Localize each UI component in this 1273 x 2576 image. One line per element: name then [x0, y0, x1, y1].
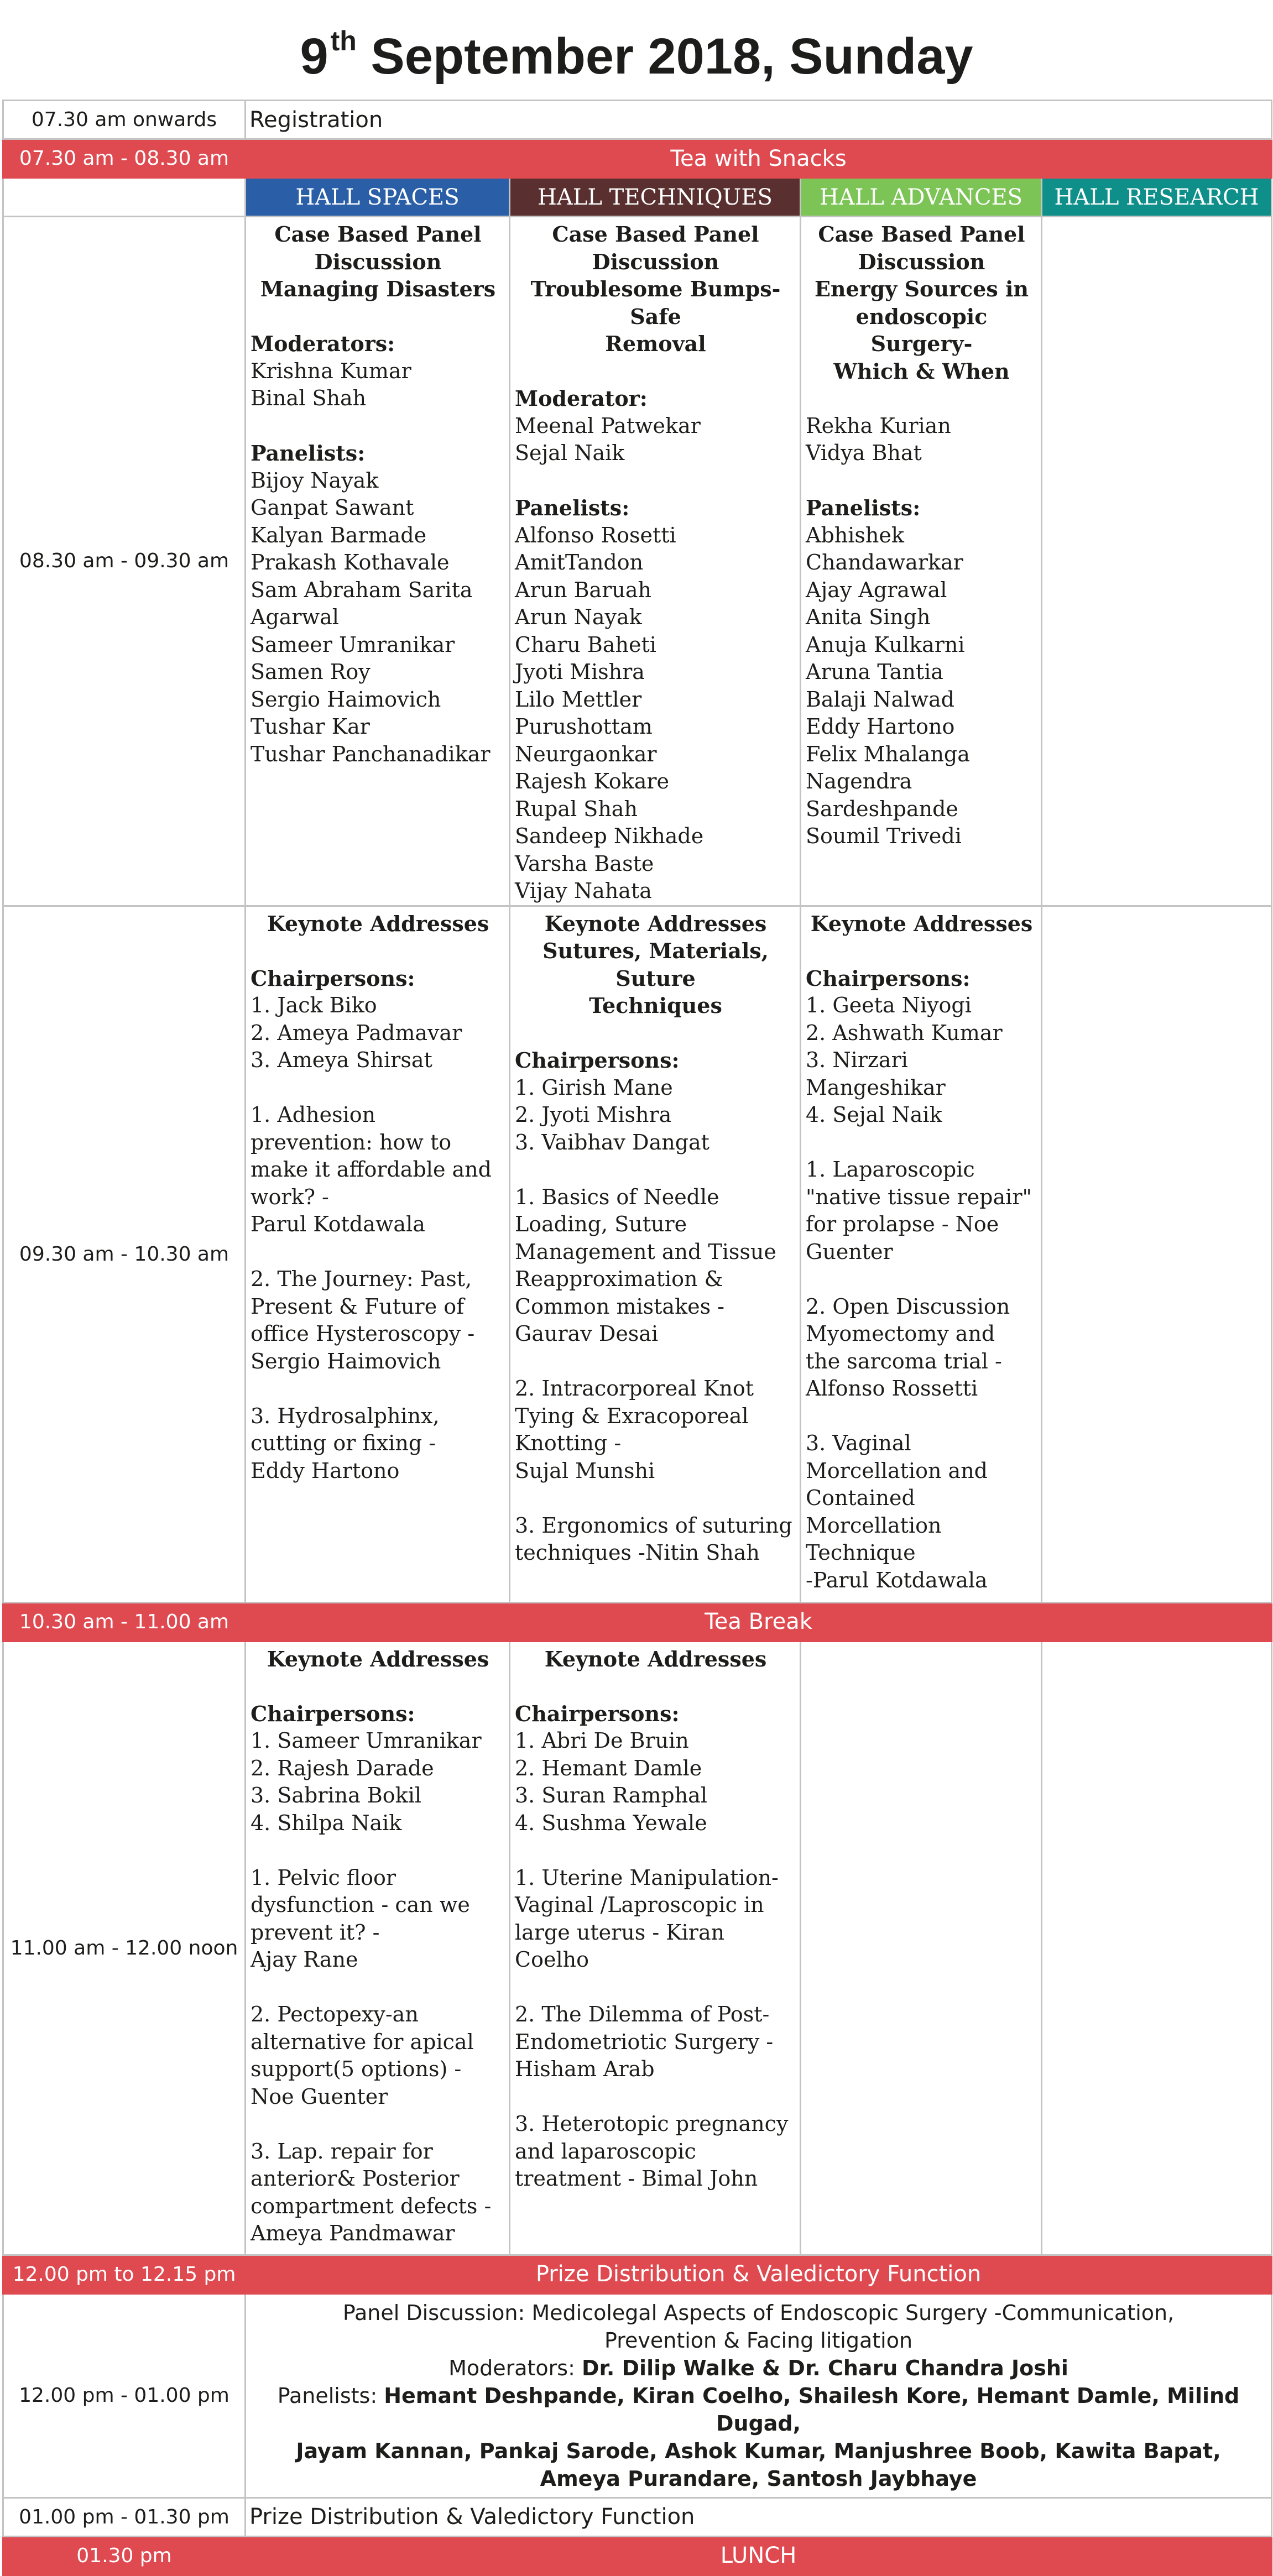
chairperson: 4. Shilpa Naik — [251, 1810, 402, 1835]
talk-line: 3. Vaginal — [806, 1431, 911, 1455]
panelist-name: Lilo Mettler — [515, 687, 642, 712]
time-cell: 09.30 am - 10.30 am — [3, 906, 246, 1602]
panelist-name: Tushar Panchanadikar — [251, 741, 491, 766]
talk-line: 2. Intracorporeal Knot — [515, 1376, 754, 1401]
talk-line: 2. The Journey: Past, — [251, 1267, 472, 1291]
research-empty-cell — [1042, 217, 1272, 906]
moderator-name: Meenal Patwekar — [515, 413, 701, 438]
title-line: endoscopic Surgery- — [855, 304, 988, 356]
talk-line: Knotting - — [515, 1431, 622, 1455]
talk-line: -Parul Kotdawala — [806, 1567, 988, 1592]
talk-line: treatment - Bimal John — [515, 2166, 758, 2191]
talk-line: 2. Pectopexy-an — [251, 2002, 419, 2026]
moderators-label: Moderators: — [448, 2355, 582, 2380]
talk-line: 3. Ergonomics of suturing — [515, 1513, 792, 1538]
talk-line: Guenter — [806, 1239, 893, 1264]
talk-line: Reapproximation & — [515, 1267, 723, 1291]
time-cell: 01.30 pm — [3, 2536, 246, 2575]
talk-line: Ajay Rane — [251, 1947, 358, 1972]
techniques-panel-cell — [510, 217, 801, 906]
spaces-keynote-cell — [246, 906, 510, 1602]
row-tea-snacks — [3, 139, 1272, 178]
panelists-label: Panelists: — [251, 441, 366, 466]
panelist-name: Neurgaonkar — [515, 741, 657, 766]
talk-line: 3. Hydrosalphinx, — [251, 1403, 440, 1428]
chairpersons-label: Chairpersons: — [251, 1701, 415, 1726]
talk-line: 3. Heterotopic pregnancy — [515, 2112, 789, 2136]
title-line: Discussion — [858, 249, 985, 274]
title-line: Case Based Panel — [552, 222, 759, 247]
talk-line: Gaurav Desai — [515, 1321, 659, 1346]
panelists-line — [257, 2382, 1260, 2437]
moderator-name: Binal Shah — [251, 386, 367, 410]
talk-line: work? - — [251, 1184, 329, 1209]
talk-line: Management and Tissue — [515, 1239, 776, 1264]
talk-line: 1. Adhesion — [251, 1102, 376, 1127]
session-title — [515, 221, 796, 358]
panelist-name: Ganpat Sawant — [251, 495, 414, 520]
talk-line: 2. The Dilemma of Post- — [515, 2002, 770, 2026]
panelist-name: Nagendra — [806, 769, 912, 793]
tea-snacks-label: Tea with Snacks — [246, 139, 1272, 178]
title-line: Energy Sources in — [814, 276, 1029, 301]
techniques-keynote-cell — [510, 1641, 801, 2255]
chairpersons-label: Chairpersons: — [251, 965, 415, 991]
hall-spaces-header: HALL SPACES — [246, 178, 510, 217]
panelist-name: Tushar Kar — [251, 714, 370, 739]
panelists-names: Jayam Kannan, Pankaj Sarode, Ashok Kumar, Manjushree Boob, Kawita Bapat, — [296, 2438, 1221, 2463]
time-cell: 10.30 am - 11.00 am — [3, 1602, 246, 1641]
talk-line: make it affordable and — [251, 1157, 492, 1182]
talk-line: Present & Future of — [251, 1294, 465, 1319]
row-halls — [3, 178, 1272, 217]
row-registration — [3, 101, 1272, 139]
title-line: Case Based Panel — [818, 222, 1025, 247]
panelist-name: Sergio Haimovich — [251, 687, 441, 712]
panelist-name: Chandawarkar — [806, 550, 963, 574]
chairpersons-label: Chairpersons: — [515, 1048, 680, 1073]
talk-line: Myomectomy and — [806, 1321, 995, 1346]
moderator-name: Krishna Kumar — [251, 358, 411, 383]
moderator-name: Sejal Naik — [515, 441, 625, 465]
title-line: Removal — [605, 331, 706, 356]
talk-line: Vaginal /Laproscopic in — [515, 1893, 764, 1917]
row-keynote-2 — [3, 1641, 1272, 2255]
talk-line: "native tissue repair" — [806, 1184, 1032, 1209]
panelist-name: Agarwal — [251, 605, 339, 629]
talk-line: Loading, Suture — [515, 1212, 687, 1236]
panelists-label: Panelists: — [515, 495, 630, 520]
chairperson: 2. Rajesh Darade — [251, 1755, 434, 1780]
medicolegal-panel — [246, 2293, 1272, 2497]
time-cell: 12.00 pm to 12.15 pm — [3, 2255, 246, 2293]
session-title: Keynote Addresses — [544, 1646, 767, 1671]
chairperson: 1. Jack Biko — [251, 993, 377, 1017]
talk-line: 1. Basics of Needle — [515, 1184, 719, 1209]
talk-line: for prolapse - Noe — [806, 1212, 999, 1236]
talk-line: 1. Pelvic floor — [251, 1865, 396, 1890]
panelist-name: Sameer Umranikar — [251, 632, 455, 657]
advances-panel-cell — [801, 217, 1042, 906]
title-line: Case Based Panel — [274, 222, 482, 247]
panelist-name: Prakash Kothavale — [251, 550, 450, 574]
advances-keynote-cell — [801, 906, 1042, 1602]
panelist-name: Samen Roy — [251, 660, 371, 684]
talk-line: Sergio Haimovich — [251, 1349, 441, 1373]
talk-line: Parul Kotdawala — [251, 1212, 425, 1236]
panelist-name: Anita Singh — [806, 605, 931, 629]
talk-line: Coelho — [515, 1947, 589, 1972]
talk-line: the sarcoma trial - — [806, 1349, 1002, 1373]
title-line: Techniques — [589, 993, 722, 1018]
time-cell: 11.00 am - 12.00 noon — [3, 1641, 246, 2255]
time-cell: 08.30 am - 09.30 am — [3, 217, 246, 906]
chairperson: 2. Ashwath Kumar — [806, 1020, 1003, 1045]
panel-title-line: Panel Discussion: Medicolegal Aspects of Endoscopic Surgery -Communication, — [342, 2300, 1175, 2325]
advances-empty-cell — [801, 1641, 1042, 2255]
panelist-name: Felix Mhalanga — [806, 741, 970, 766]
panelist-name: Ajay Agrawal — [806, 577, 947, 602]
panelist-name: Jyoti Mishra — [515, 660, 645, 684]
chairperson: 4. Sushma Yewale — [515, 1810, 707, 1835]
panelists-label: Panelists: — [806, 495, 921, 520]
hall-research-header: HALL RESEARCH — [1042, 178, 1272, 217]
panelist-name: Rupal Shah — [515, 796, 638, 821]
panelist-name: Anuja Kulkarni — [806, 632, 965, 657]
row-tea-break — [3, 1602, 1272, 1641]
hall-techniques-header: HALL TECHNIQUES — [510, 178, 801, 217]
talk-line: Common mistakes - — [515, 1294, 724, 1319]
title-line: Keynote Addresses — [544, 911, 767, 936]
panelist-name: Aruna Tantia — [806, 660, 943, 684]
session-title: Keynote Addresses — [267, 1646, 489, 1671]
chairperson: 4. Sejal Naik — [806, 1102, 942, 1127]
talk-line: 1. Laparoscopic — [806, 1157, 975, 1182]
moderators-label: Moderator: — [515, 386, 648, 411]
panelist-name: Balaji Nalwad — [806, 687, 954, 712]
talk-line: Hisham Arab — [515, 2057, 655, 2081]
empty-cell — [3, 178, 246, 217]
talk-line: 1. Uterine Manipulation- — [515, 1865, 779, 1890]
registration-label: Registration — [246, 101, 1272, 139]
panelist-name: Sam Abraham Sarita — [251, 577, 473, 602]
lunch-label: LUNCH — [246, 2536, 1272, 2575]
talk-line: Tying & Exracoporeal — [515, 1403, 749, 1428]
chairperson: 1. Geeta Niyogi — [806, 993, 972, 1017]
chairperson: 3. Suran Ramphal — [515, 1783, 707, 1807]
panelist-name: Arun Baruah — [515, 577, 651, 602]
talk-line: Morcellation and — [806, 1458, 988, 1483]
title-line: Troublesome Bumps-Safe — [530, 276, 781, 329]
panelists-line — [257, 2437, 1260, 2465]
panelist-name: Purushottam — [515, 714, 653, 739]
chairperson: 1. Girish Mane — [515, 1075, 673, 1100]
title-day-suffix: th — [330, 25, 357, 56]
chairpersons-label: Chairpersons: — [515, 1701, 680, 1726]
session-title: Keynote Addresses — [267, 911, 489, 936]
chairperson: 2. Ameya Padmavar — [251, 1020, 462, 1045]
panel-title-line: Prevention & Facing litigation — [604, 2328, 913, 2353]
panelist-name: Kalyan Barmade — [251, 522, 427, 547]
chairperson: 2. Hemant Damle — [515, 1755, 702, 1780]
title-line: Sutures, Materials, Suture — [542, 938, 769, 991]
talk-line: Eddy Hartono — [251, 1458, 400, 1483]
moderators-line — [257, 2354, 1260, 2382]
talk-line: 3. Lap. repair for — [251, 2139, 433, 2164]
prize-label: Prize Distribution & Valedictory Function — [246, 2497, 1272, 2536]
row-prize-2 — [3, 2497, 1272, 2536]
talk-line: Morcellation — [806, 1513, 942, 1538]
time-cell: 07.30 am - 08.30 am — [3, 139, 246, 178]
page-title — [0, 0, 1273, 94]
panelists-names: Hemant Deshpande, Kiran Coelho, Shailesh Kore, Hemant Damle, Milind Dugad, — [384, 2383, 1240, 2436]
talk-line: large uterus - Kiran — [515, 1920, 725, 1945]
panelist-name: Bijoy Nayak — [251, 468, 379, 493]
moderator-name: Rekha Kurian — [806, 413, 951, 438]
panelist-name: Eddy Hartono — [806, 714, 955, 739]
title-line: Discussion — [314, 249, 442, 274]
research-empty-cell — [1042, 906, 1272, 1602]
talk-line: Endometriotic Surgery - — [515, 2029, 774, 2054]
row-prize-1 — [3, 2255, 1272, 2293]
moderators-label: Moderators: — [251, 331, 395, 356]
panelists-line — [257, 2465, 1260, 2493]
session-title — [515, 910, 796, 1020]
chairperson: 3. Ameya Shirsat — [251, 1048, 432, 1072]
chairperson: 2. Jyoti Mishra — [515, 1102, 672, 1127]
title-day-number: 9 — [300, 28, 328, 85]
talk-line: 2. Open Discussion — [806, 1294, 1010, 1319]
row-panel-session — [3, 217, 1272, 906]
talk-line: compartment defects - — [251, 2193, 492, 2218]
talk-line: techniques -Nitin Shah — [515, 1540, 760, 1565]
session-title — [251, 221, 505, 303]
talk-line: Contained — [806, 1486, 915, 1510]
tea-break-label: Tea Break — [246, 1602, 1272, 1641]
panelist-name: Charu Baheti — [515, 632, 656, 657]
talk-line: alternative for apical — [251, 2029, 474, 2054]
chairperson: 1. Abri De Bruin — [515, 1728, 689, 1753]
session-title — [806, 221, 1037, 385]
talk-line: prevention: how to — [251, 1130, 452, 1154]
panelists-label: Panelists: — [277, 2383, 384, 2408]
panelist-name: AmitTandon — [515, 550, 644, 574]
talk-line: Ameya Pandmawar — [251, 2221, 455, 2245]
talk-line: dysfunction - can we — [251, 1893, 470, 1917]
chairperson: 3. Sabrina Bokil — [251, 1783, 422, 1807]
panelist-name: Rajesh Kokare — [515, 769, 670, 793]
time-cell: 01.00 pm - 01.30 pm — [3, 2497, 246, 2536]
talk-line: cutting or fixing - — [251, 1431, 436, 1455]
talk-line: support(5 options) - — [251, 2057, 462, 2081]
title-date: September 2018, Sunday — [371, 28, 973, 85]
title-line: Discussion — [592, 249, 719, 274]
chairperson: 3. Vaibhav Dangat — [515, 1130, 709, 1154]
research-empty-cell — [1042, 1641, 1272, 2255]
time-cell: 07.30 am onwards — [3, 101, 246, 139]
panelist-name: Varsha Baste — [515, 851, 654, 876]
spaces-panel-cell — [246, 217, 510, 906]
spaces-keynote-cell — [246, 1641, 510, 2255]
panelist-name: Vijay Nahata — [515, 879, 652, 903]
hall-advances-header: HALL ADVANCES — [801, 178, 1042, 217]
talk-line: prevent it? - — [251, 1920, 380, 1945]
talk-line: and laparoscopic — [515, 2139, 696, 2164]
row-keynote-1 — [3, 906, 1272, 1602]
panelist-name: Sardeshpande — [806, 796, 958, 821]
talk-line: Technique — [806, 1540, 916, 1565]
row-medicolegal — [3, 2293, 1272, 2497]
moderator-name: Vidya Bhat — [806, 441, 922, 465]
panelist-name: Alfonso Rosetti — [515, 522, 676, 547]
talk-line: office Hysteroscopy - — [251, 1321, 475, 1346]
moderators-names: Dr. Dilip Walke & Dr. Charu Chandra Joshi — [581, 2355, 1068, 2380]
chairperson: Mangeshikar — [806, 1075, 946, 1100]
chairperson: 1. Sameer Umranikar — [251, 1728, 482, 1753]
time-cell: 12.00 pm - 01.00 pm — [3, 2293, 246, 2497]
session-title: Keynote Addresses — [810, 911, 1033, 936]
schedule-table — [2, 100, 1272, 2576]
panelist-name: Arun Nayak — [515, 605, 642, 629]
talk-line: Noe Guenter — [251, 2084, 388, 2109]
title-line: Managing Disasters — [260, 276, 496, 301]
prize-label: Prize Distribution & Valedictory Function — [246, 2255, 1272, 2293]
chairperson: 3. Nirzari — [806, 1048, 908, 1072]
chairpersons-label: Chairpersons: — [806, 965, 971, 991]
panelist-name: Abhishek — [806, 522, 904, 547]
panelist-name: Sandeep Nikhade — [515, 824, 704, 848]
title-line: Which & When — [833, 358, 1010, 384]
talk-line: anterior& Posterior — [251, 2166, 460, 2191]
techniques-keynote-cell — [510, 906, 801, 1602]
talk-line: Sujal Munshi — [515, 1458, 655, 1483]
panelists-names: Ameya Purandare, Santosh Jaybhaye — [540, 2466, 977, 2491]
talk-line: Alfonso Rossetti — [806, 1376, 978, 1401]
panelist-name: Soumil Trivedi — [806, 824, 962, 848]
